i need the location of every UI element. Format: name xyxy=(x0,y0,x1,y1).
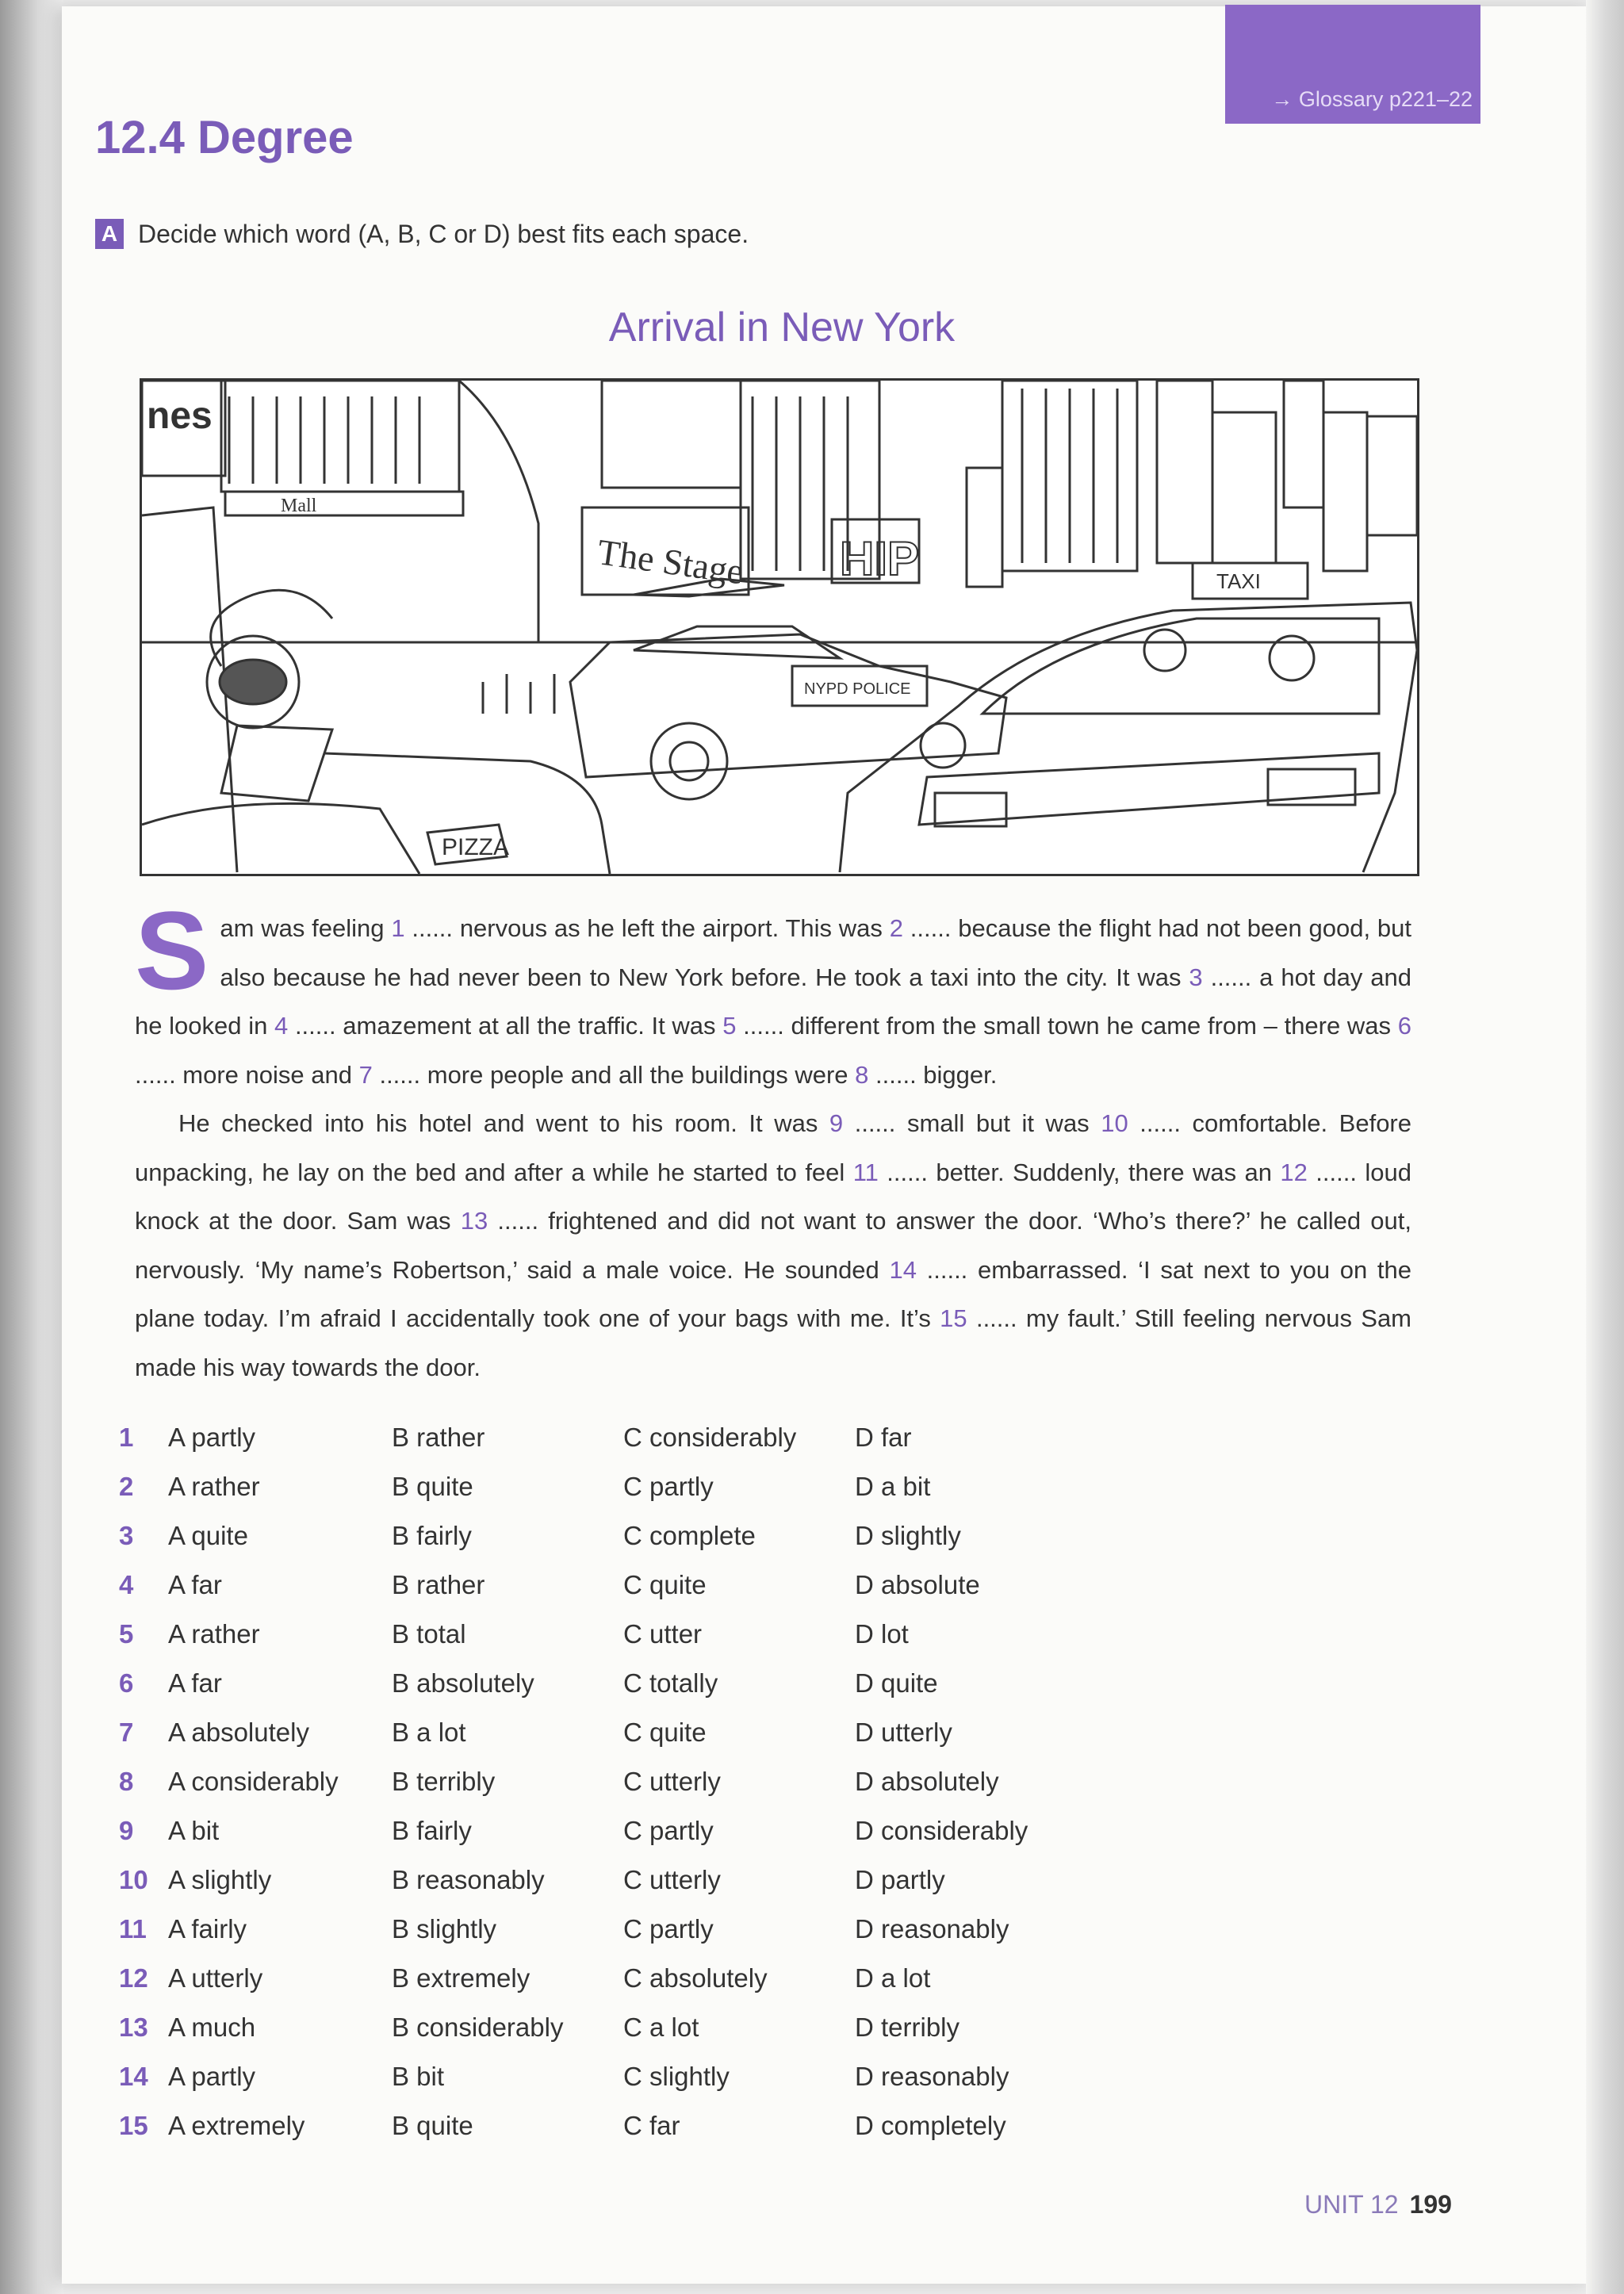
drop-cap: S xyxy=(135,888,209,1013)
question-number: 9 xyxy=(119,1816,134,1845)
option-a[interactable]: A considerably xyxy=(168,1767,339,1796)
option-b[interactable]: B rather xyxy=(392,1570,485,1599)
passage-text: ...... better. Suddenly, there was an xyxy=(878,1158,1281,1186)
option-d[interactable]: D lot xyxy=(855,1619,909,1649)
question-number: 15 xyxy=(119,2111,148,2140)
option-c[interactable]: C totally xyxy=(623,1668,718,1698)
gap-number: 7 xyxy=(358,1060,373,1089)
option-row xyxy=(119,1708,1028,1757)
street-illustration xyxy=(140,378,1419,876)
passage-text: ...... comfortable. Before unpacking, he lay on the bed and after a while he started to feel xyxy=(135,1109,1411,1186)
option-b[interactable]: B rather xyxy=(392,1423,485,1452)
option-b[interactable]: B slightly xyxy=(392,1914,497,1944)
glossary-label: → Glossary p221–22 xyxy=(1271,87,1473,111)
option-a[interactable]: A partly xyxy=(168,1423,256,1452)
option-b[interactable]: B fairly xyxy=(392,1521,472,1550)
question-number: 12 xyxy=(119,1963,148,1993)
gap-number: 6 xyxy=(1397,1012,1411,1040)
option-c[interactable]: C considerably xyxy=(623,1423,797,1452)
option-d[interactable]: D a lot xyxy=(855,1963,931,1993)
gap-number: 11 xyxy=(852,1158,879,1186)
paragraph-2 xyxy=(135,1099,1411,1392)
passage-text: ...... bigger. xyxy=(868,1060,998,1089)
page-number: 199 xyxy=(1409,2190,1452,2219)
option-d[interactable]: D quite xyxy=(855,1668,938,1698)
option-a[interactable]: A rather xyxy=(168,1472,260,1501)
option-row xyxy=(119,1855,1028,1905)
option-d[interactable]: D completely xyxy=(855,2111,1006,2140)
option-c[interactable]: C absolutely xyxy=(623,1963,768,1993)
gap-number: 3 xyxy=(1189,963,1203,991)
question-number: 7 xyxy=(119,1718,134,1747)
passage-text: ...... different from the small town he came from – there was xyxy=(736,1012,1398,1040)
option-c[interactable]: C quite xyxy=(623,1718,707,1747)
option-b[interactable]: B fairly xyxy=(392,1816,472,1845)
exercise-badge: A xyxy=(95,219,124,249)
option-d[interactable]: D absolute xyxy=(855,1570,980,1599)
passage-text: ...... small but it was xyxy=(843,1109,1101,1137)
option-row xyxy=(119,1462,1028,1511)
page-edge xyxy=(1586,0,1624,2294)
option-c[interactable]: C utterly xyxy=(623,1865,721,1894)
option-c[interactable]: C complete xyxy=(623,1521,756,1550)
question-number: 10 xyxy=(119,1865,148,1894)
option-row xyxy=(119,2003,1028,2052)
gap-number: 2 xyxy=(889,914,903,942)
gap-number: 4 xyxy=(274,1012,289,1040)
sign-pizza: PIZZA xyxy=(442,834,510,860)
option-b[interactable]: B bit xyxy=(392,2062,445,2091)
option-d[interactable]: D reasonably xyxy=(855,1914,1009,1944)
option-c[interactable]: C partly xyxy=(623,1816,714,1845)
option-a[interactable]: A much xyxy=(168,2013,256,2042)
option-d[interactable]: D far xyxy=(855,1423,912,1452)
option-c[interactable]: C utter xyxy=(623,1619,703,1649)
option-row xyxy=(119,2101,1028,2150)
question-number: 8 xyxy=(119,1767,134,1796)
section-title: 12.4 Degree xyxy=(95,112,354,163)
option-a[interactable]: A far xyxy=(168,1668,222,1698)
option-d[interactable]: D absolutely xyxy=(855,1767,999,1796)
option-a[interactable]: A far xyxy=(168,1570,222,1599)
option-row xyxy=(119,1561,1028,1610)
passage-text: am was feeling xyxy=(220,914,392,942)
option-row xyxy=(119,1954,1028,2003)
answer-options xyxy=(119,1413,1028,2150)
story-passage xyxy=(135,888,1412,1392)
option-row xyxy=(119,1806,1028,1855)
sign-mall: Mall xyxy=(281,496,317,516)
option-a[interactable]: A quite xyxy=(168,1521,248,1550)
question-number: 3 xyxy=(119,1521,134,1550)
option-b[interactable]: B extremely xyxy=(392,1963,530,1993)
sign-nes: nes xyxy=(147,395,213,437)
option-d[interactable]: D partly xyxy=(855,1865,945,1894)
passage-text: ...... nervous as he left the airport. This was xyxy=(404,914,890,942)
option-b[interactable]: B terribly xyxy=(392,1767,496,1796)
gap-number: 15 xyxy=(940,1304,967,1332)
option-b[interactable]: B total xyxy=(392,1619,466,1649)
option-a[interactable]: A rather xyxy=(168,1619,260,1649)
question-number: 13 xyxy=(119,2013,148,2042)
passage-text: ...... embarrassed. ‘I sat next to you on the plane today. I’m afraid I accidentally took one of your bags with me. It’s xyxy=(135,1255,1412,1332)
option-b[interactable]: B quite xyxy=(392,2111,473,2140)
question-number: 2 xyxy=(119,1472,134,1501)
passage-text: ...... loud knock at the door. Sam was xyxy=(135,1158,1411,1235)
option-a[interactable]: A extremely xyxy=(168,2111,305,2140)
gap-number: 5 xyxy=(722,1012,737,1040)
option-c[interactable]: C a lot xyxy=(623,2013,699,2042)
option-row xyxy=(119,2052,1028,2101)
option-c[interactable]: C partly xyxy=(623,1914,714,1944)
sign-taxi: TAXI xyxy=(1216,569,1261,593)
question-number: 11 xyxy=(119,1914,147,1944)
gap-number: 10 xyxy=(1101,1109,1128,1137)
question-number: 4 xyxy=(119,1570,134,1599)
option-b[interactable]: B considerably xyxy=(392,2013,564,2042)
option-b[interactable]: B a lot xyxy=(392,1718,466,1747)
option-c[interactable]: C quite xyxy=(623,1570,707,1599)
option-a[interactable]: A slightly xyxy=(168,1865,272,1894)
option-d[interactable]: D terribly xyxy=(855,2013,960,2042)
option-a[interactable]: A partly xyxy=(168,2062,256,2091)
exercise-instruction xyxy=(95,219,749,249)
sign-the-stage: The Stage xyxy=(595,531,746,592)
glossary-tab[interactable] xyxy=(1225,5,1480,124)
gap-number: 9 xyxy=(829,1109,844,1137)
option-a[interactable]: A utterly xyxy=(168,1963,263,1993)
option-d[interactable]: D utterly xyxy=(855,1718,952,1747)
paragraph-1 xyxy=(135,888,1412,1099)
option-c[interactable]: C far xyxy=(623,2111,680,2140)
question-number: 14 xyxy=(119,2062,148,2091)
passage-text: ...... amazement at all the traffic. It was xyxy=(288,1012,723,1040)
option-c[interactable]: C slightly xyxy=(623,2062,730,2091)
option-row xyxy=(119,1757,1028,1806)
option-a[interactable]: A fairly xyxy=(168,1914,247,1944)
passage-text: He checked into his hotel and went to his room. It was xyxy=(178,1109,829,1137)
sign-hip: HIP xyxy=(840,532,920,585)
option-row xyxy=(119,1659,1028,1708)
option-a[interactable]: A absolutely xyxy=(168,1718,309,1747)
question-number: 5 xyxy=(119,1619,134,1649)
option-b[interactable]: B reasonably xyxy=(392,1865,545,1894)
question-number: 6 xyxy=(119,1668,134,1698)
gap-number: 1 xyxy=(391,914,405,942)
passage-text: ...... frightened and did not want to answer the door. ‘Who’s there?’ he called out, nervously. ‘My name’s Robertson,’ said a male voice. He sounded xyxy=(135,1207,1411,1284)
passage-text: ...... more noise and xyxy=(135,1060,359,1089)
unit-label: UNIT 12 xyxy=(1304,2190,1399,2219)
gap-number: 14 xyxy=(889,1255,917,1284)
passage-text: ...... a hot day and he looked in xyxy=(135,963,1411,1040)
instruction-text: Decide which word (A, B, C or D) best fits each space. xyxy=(138,219,749,248)
passage-text: ...... more people and all the buildings were xyxy=(372,1060,856,1089)
page-footer xyxy=(1304,2190,1452,2219)
gap-number: 12 xyxy=(1280,1158,1308,1186)
gap-number: 8 xyxy=(855,1060,869,1089)
option-row xyxy=(119,1905,1028,1954)
option-d[interactable]: D a bit xyxy=(855,1472,931,1501)
passage-text: ...... my fault.’ Still feeling nervous Sam made his way towards the door. xyxy=(135,1304,1412,1381)
option-d[interactable]: D considerably xyxy=(855,1816,1028,1845)
option-c[interactable]: C partly xyxy=(623,1472,714,1501)
option-d[interactable]: D slightly xyxy=(855,1521,961,1550)
passage-text: ...... because the flight had not been good, but also because he had never been to New York before. He took a taxi into the city. It was xyxy=(220,914,1412,991)
option-b[interactable]: B quite xyxy=(392,1472,473,1501)
gap-number: 13 xyxy=(460,1207,488,1235)
option-c[interactable]: C utterly xyxy=(623,1767,721,1796)
sign-nypd: NYPD POLICE xyxy=(804,680,911,698)
option-d[interactable]: D reasonably xyxy=(855,2062,1009,2091)
city-scene-drawing xyxy=(142,381,1417,874)
option-row xyxy=(119,1413,1028,1462)
question-number: 1 xyxy=(119,1423,134,1452)
option-a[interactable]: A bit xyxy=(168,1816,220,1845)
story-title: Arrival in New York xyxy=(608,304,956,350)
option-row xyxy=(119,1511,1028,1561)
option-b[interactable]: B absolutely xyxy=(392,1668,534,1698)
option-row xyxy=(119,1610,1028,1659)
